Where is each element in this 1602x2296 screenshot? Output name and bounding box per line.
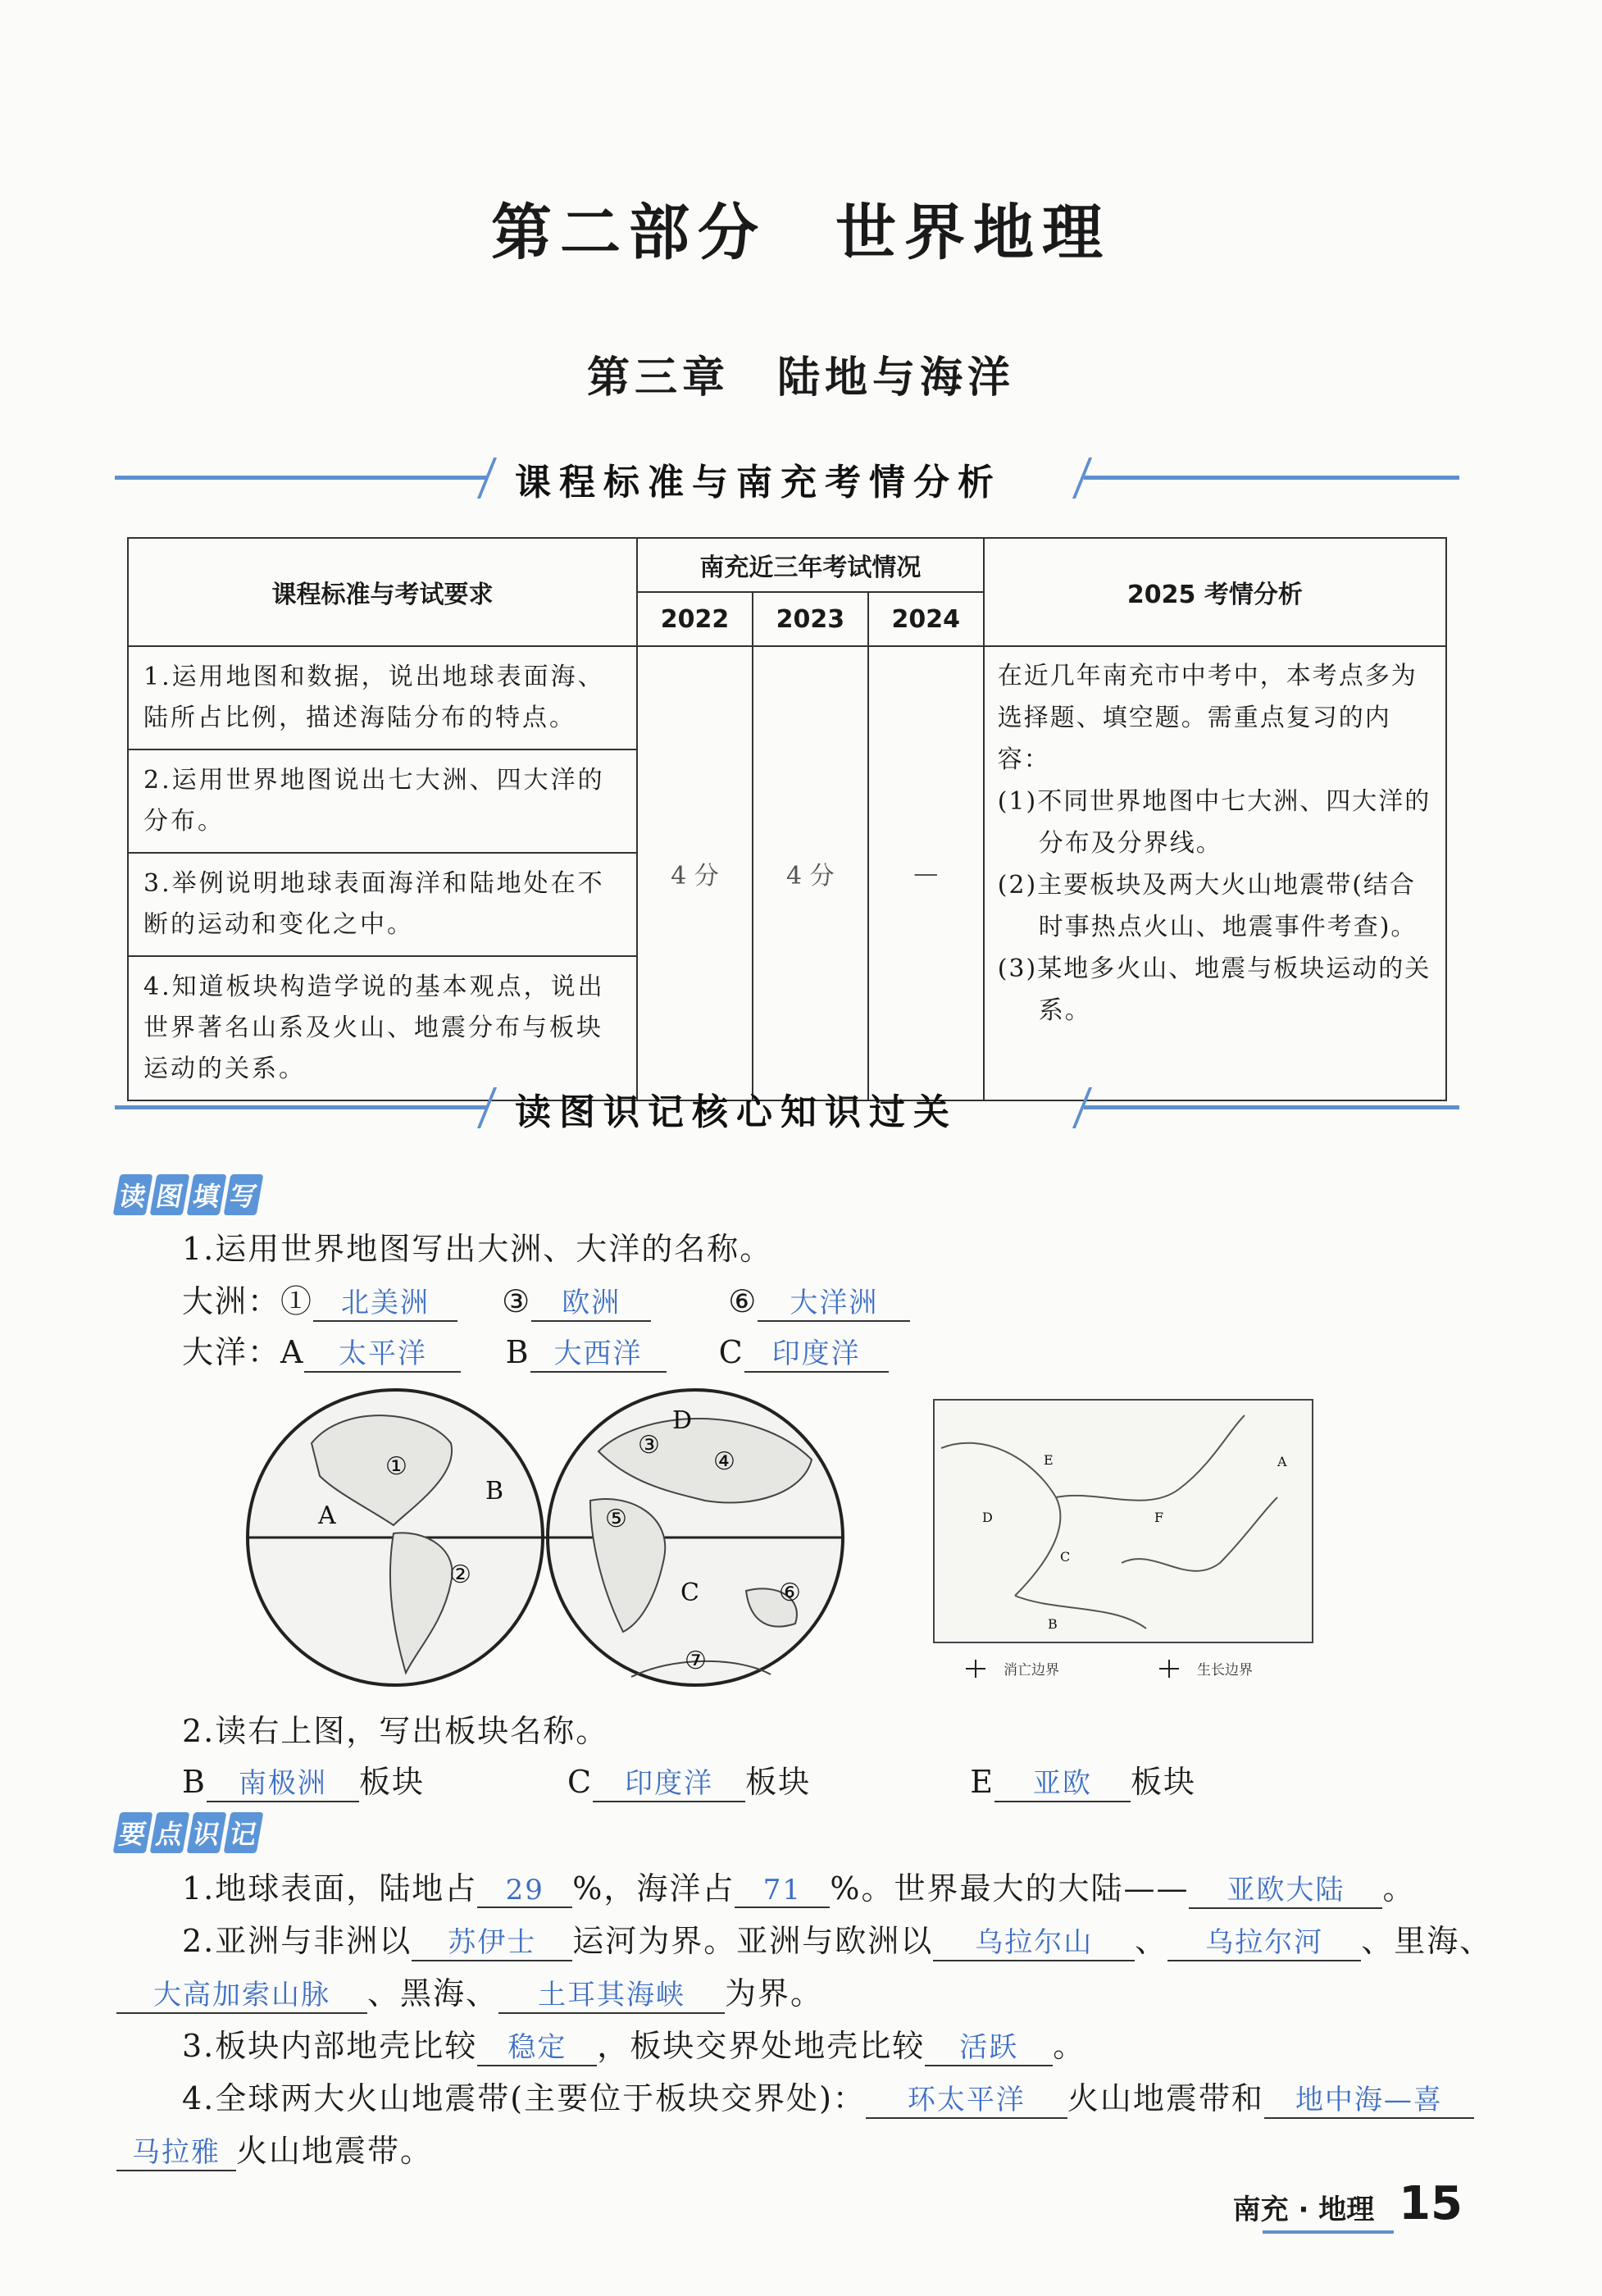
map-label: ⑦ xyxy=(685,1647,707,1675)
band-line-left xyxy=(115,1105,488,1109)
badge-char: 记 xyxy=(224,1812,264,1853)
keypoint-4-cont: 马拉雅 火山地震带。 xyxy=(116,2125,433,2171)
continent-mark: ① xyxy=(280,1283,314,1319)
badge-char: 点 xyxy=(150,1812,190,1853)
plate-label: D xyxy=(982,1510,993,1525)
answer-blank: 29 xyxy=(477,1874,572,1908)
map-label: ⑥ xyxy=(779,1578,801,1607)
answer-blank: 大高加索山脉 xyxy=(116,1972,367,2014)
analysis-item: (3)某地多火山、地震与板块运动的关系。 xyxy=(997,954,1431,1025)
ocean-answer: 大西洋 xyxy=(530,1331,667,1373)
band-line-left xyxy=(115,476,488,480)
answer-blank: 苏伊士 xyxy=(412,1920,572,1961)
plate-label: C xyxy=(1060,1549,1071,1565)
map-label: B xyxy=(485,1477,504,1506)
analysis-intro: 在近几年南充市中考中，本考点多为选择题、填空题。需重点复习的内容： xyxy=(997,662,1418,774)
plates-line xyxy=(182,1756,1196,1802)
requirement-row: 1.运用地图和数据，说出地球表面海、陆所占比例，描述海陆分布的特点。 xyxy=(128,646,637,749)
footer-label: 南充 · 地理 xyxy=(1232,2194,1375,2226)
ocean-answer: 太平洋 xyxy=(304,1331,461,1373)
legend-subduction: 消亡边界 xyxy=(1004,1662,1059,1679)
answer-blank: 稳定 xyxy=(477,2025,597,2066)
legend-spreading: 生长边界 xyxy=(1197,1662,1253,1679)
plate-suffix: 板块 xyxy=(745,1764,812,1800)
ocean-answer: 印度洋 xyxy=(744,1331,889,1373)
answer-blank: 乌拉尔河 xyxy=(1167,1920,1361,1961)
map-label: ④ xyxy=(713,1447,735,1476)
continents-line xyxy=(182,1276,910,1322)
header-exam: 南充近三年考试情况 xyxy=(637,538,984,592)
answer-blank: 71 xyxy=(735,1874,830,1908)
analysis-item: (2)主要板块及两大火山地震带(结合时事热点火山、地震事件考查)。 xyxy=(997,871,1418,941)
plate-suffix: 板块 xyxy=(1130,1764,1196,1800)
plate-mark: C xyxy=(567,1764,594,1800)
map-label: ① xyxy=(385,1452,407,1481)
badge-char: 识 xyxy=(187,1812,227,1853)
world-hemisphere-map xyxy=(246,1386,853,1689)
answer-blank: 地中海—喜 xyxy=(1264,2077,1474,2119)
header-year: 2022 xyxy=(637,592,753,646)
plate-answer: 印度洋 xyxy=(593,1761,745,1802)
oceans-label: 大洋： xyxy=(182,1334,281,1370)
keypoint-3: 3.板块内部地壳比较 稳定 ，板块交界处地壳比较 活跃 。 xyxy=(182,2020,1085,2066)
continent-answer: 欧洲 xyxy=(531,1280,651,1322)
keypoint-1: 1.地球表面，陆地占 29 %，海洋占 71 %。世界最大的大陆—— 亚欧大陆 。 xyxy=(182,1863,1416,1909)
header-requirements: 课程标准与考试要求 xyxy=(128,538,637,646)
plate-label: B xyxy=(1048,1616,1058,1632)
footer-underline xyxy=(1263,2230,1394,2234)
question-1: 1.运用世界地图写出大洲、大洋的名称。 xyxy=(182,1231,773,1267)
header-analysis: 2025 考情分析 xyxy=(984,538,1446,646)
ocean-mark: B xyxy=(505,1334,530,1370)
keypoint-2: 2.亚洲与非洲以 苏伊士 运河为界。亚洲与欧洲以 乌拉尔山 、 乌拉尔河 、里海、 xyxy=(182,1916,1492,1961)
page-footer xyxy=(1233,2177,1463,2230)
plate-answer: 亚欧 xyxy=(994,1761,1131,1802)
score-2023: 4 分 xyxy=(753,646,868,1100)
ocean-mark: A xyxy=(280,1334,305,1370)
header-year: 2024 xyxy=(868,592,984,646)
map-label: A xyxy=(318,1501,336,1530)
answer-blank: 环太平洋 xyxy=(866,2077,1067,2119)
badge-char: 要 xyxy=(113,1812,153,1853)
badge-read-map xyxy=(116,1174,264,1215)
section-title: 课程标准与南充考情分析 xyxy=(515,462,1002,503)
continent-answer: 北美洲 xyxy=(313,1280,457,1322)
score-2024: — xyxy=(868,646,984,1100)
continent-mark: ③ xyxy=(502,1283,532,1319)
keypoint-4: 4.全球两大火山地震带(主要位于板块交界处)： 环太平洋 火山地震带和 地中海—喜 xyxy=(182,2073,1474,2119)
exam-analysis-table xyxy=(127,537,1447,1101)
map-label: C xyxy=(680,1578,699,1607)
plate-boundary-map xyxy=(933,1399,1317,1694)
map-label: ③ xyxy=(638,1431,660,1460)
plate-label: A xyxy=(1277,1454,1287,1469)
plate-label: E xyxy=(1044,1452,1054,1468)
plate-answer: 南极洲 xyxy=(207,1761,359,1802)
answer-blank: 土耳其海峡 xyxy=(498,1972,725,2014)
band-line-right xyxy=(1084,476,1459,480)
requirement-row: 3.举例说明地球表面海洋和陆地处在不断的运动和变化之中。 xyxy=(128,853,637,956)
badge-char: 写 xyxy=(224,1174,264,1215)
question-2: 2.读右上图，写出板块名称。 xyxy=(182,1713,609,1749)
badge-char: 填 xyxy=(187,1174,227,1215)
continent-answer: 大洋洲 xyxy=(758,1280,910,1322)
analysis-cell xyxy=(984,646,1446,1100)
score-2022: 4 分 xyxy=(637,646,753,1100)
ocean-mark: C xyxy=(718,1334,744,1370)
requirement-row: 4.知道板块构造学说的基本观点，说出世界著名山系及火山、地震分布与板块运动的关系。 xyxy=(128,956,637,1100)
keypoint-2-cont: 大高加索山脉 、黑海、 土耳其海峡 为界。 xyxy=(116,1968,823,2014)
answer-blank: 亚欧大陆 xyxy=(1189,1867,1382,1909)
chapter-title: 第三章 陆地与海洋 xyxy=(586,353,1015,403)
badge-char: 读 xyxy=(113,1174,153,1215)
requirement-row: 2.运用世界地图说出七大洲、四大洋的分布。 xyxy=(128,749,637,853)
plate-label: F xyxy=(1154,1510,1164,1525)
badge-char: 图 xyxy=(150,1174,190,1215)
map-label: ⑤ xyxy=(605,1505,627,1533)
page-number: 15 xyxy=(1399,2177,1463,2230)
continent-mark: ⑥ xyxy=(728,1283,758,1319)
plate-mark: E xyxy=(970,1764,994,1800)
part-title: 第二部分 世界地理 xyxy=(491,198,1111,268)
plate-mark: B xyxy=(182,1764,207,1800)
header-year: 2023 xyxy=(753,592,868,646)
answer-blank: 马拉雅 xyxy=(116,2130,236,2171)
section-title: 读图识记核心知识过关 xyxy=(515,1091,958,1133)
answer-blank: 乌拉尔山 xyxy=(933,1920,1135,1961)
map-label: D xyxy=(672,1406,693,1435)
band-line-right xyxy=(1084,1105,1459,1109)
continents-label: 大洲： xyxy=(182,1283,281,1319)
badge-key-points xyxy=(116,1812,264,1853)
oceans-line xyxy=(182,1327,889,1373)
analysis-item: (1)不同世界地图中七大洲、四大洋的分布及分界线。 xyxy=(997,787,1431,858)
plate-suffix: 板块 xyxy=(358,1764,425,1800)
map-label: ② xyxy=(449,1560,471,1589)
answer-blank: 活跃 xyxy=(925,2025,1053,2066)
